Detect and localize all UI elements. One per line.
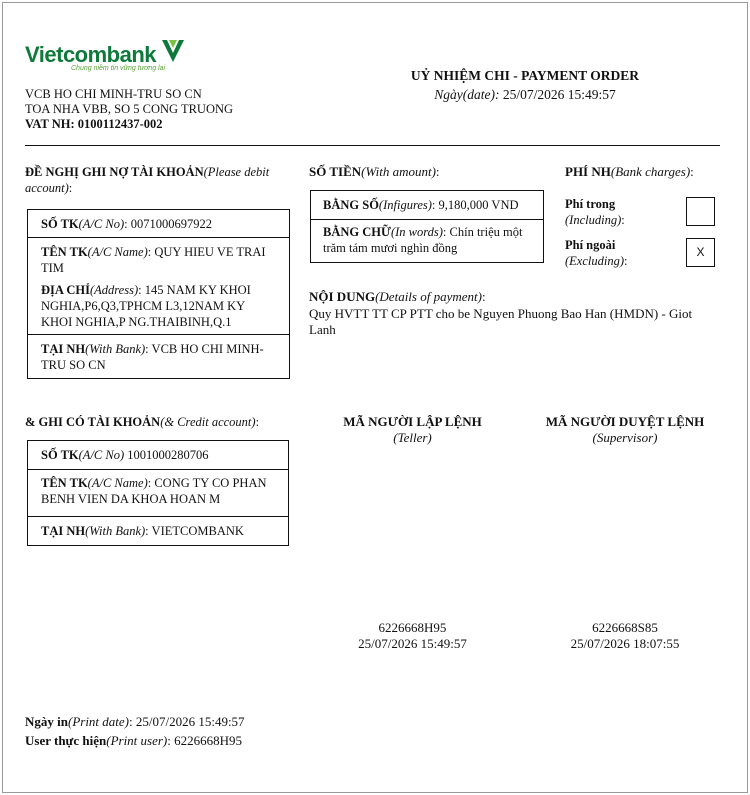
amount-box [310, 190, 544, 263]
bank-address: TOA NHA VBB, SO 5 CONG TRUONG [25, 102, 234, 116]
supervisor-block [520, 414, 730, 446]
teller-title-en: (Teller) [393, 430, 432, 445]
details-section-title: NỘI DUNG(Details of payment): [309, 289, 486, 304]
charge-excluding-checkbox[interactable]: X [686, 238, 715, 267]
charges-section-title: PHÍ NH(Bank charges): [565, 164, 694, 179]
details-text: Quy HVTT TT CP PTT cho be Nguyen Phuong Bao Han (HMDN) - Giot Lanh [309, 306, 693, 337]
debit-account-no: SỐ TK(A/C No): 0071000697922 [28, 210, 289, 238]
supervisor-title: MÃ NGƯỜI DUYỆT LỆNH [545, 414, 705, 429]
supervisor-code: 6226668S85 [592, 620, 658, 635]
logo-wordmark: Vietcombank [25, 42, 157, 67]
bank-branch: VCB HO CHI MINH-TRU SO CN [25, 87, 202, 101]
bank-logo [25, 42, 165, 72]
amount-words: BẰNG CHỮ(In words): Chín triệu một trăm tám mươi nghìn đồng [323, 225, 523, 255]
debit-address: ĐỊA CHỈ(Address): 145 NAM KY KHOI NGHIA,P6,Q3,TPHCM L3,12NAM KY KHOI NGHIA,P NG.THAIBINH,Q.1 [41, 283, 251, 329]
supervisor-signature [520, 620, 730, 652]
debit-account-name: TÊN TK(A/C Name): QUY HIEU VE TRAI TIM [41, 245, 266, 275]
credit-account-name: TÊN TK(A/C Name): CONG TY CO PHAN BENH VIEN DA KHOA HOAN M [28, 470, 288, 517]
debit-section-title: ĐỀ NGHỊ GHI NỢ TÀI KHOẢN(Please debit account): [25, 165, 270, 195]
credit-bank: TẠI NH(With Bank): VIETCOMBANK [41, 524, 244, 538]
order-date-value: 25/07/2026 15:49:57 [502, 87, 616, 102]
supervisor-title-en: (Supervisor) [592, 430, 658, 445]
order-date-label: Ngày(date): [434, 87, 500, 102]
charge-excluding-label: Phí ngoài (Excluding): [565, 238, 628, 268]
bank-vat: VAT NH: 0100112437-002 [25, 117, 163, 131]
debit-bank: TẠI NH(With Bank): VCB HO CHI MINH-TRU SO CN [41, 342, 264, 372]
debit-account-box [27, 209, 290, 379]
charge-including-checkbox[interactable] [686, 197, 715, 226]
page-title: UỶ NHIỆM CHI - PAYMENT ORDER [410, 68, 640, 83]
teller-signature [310, 620, 515, 652]
teller-block [310, 414, 515, 446]
amount-section-title: SỐ TIỀN(With amount): [309, 164, 440, 179]
charge-including-label: Phí trong (Including): [565, 197, 625, 227]
supervisor-datetime: 25/07/2026 18:07:55 [570, 636, 680, 651]
credit-account-no: SỐ TK(A/C No) 1001000280706 [28, 441, 288, 470]
credit-account-box [27, 440, 289, 546]
credit-section-title: & GHI CÓ TÀI KHOẢN(& Credit account): [25, 415, 260, 429]
teller-code: 6226668H95 [378, 620, 447, 635]
header-divider [25, 145, 720, 146]
teller-datetime: 25/07/2026 15:49:57 [358, 636, 467, 651]
logo-mark-icon [160, 36, 186, 66]
logo-tagline: Chung niềm tin vững tương lai [71, 65, 166, 72]
amount-figures: BẰNG SỐ(Infigures): 9,180,000 VND [311, 191, 543, 220]
order-date [370, 87, 680, 103]
print-date: Ngày in(Print date): 25/07/2026 15:49:57 [25, 714, 245, 729]
debit-account-name-and-address [28, 238, 289, 335]
teller-title: MÃ NGƯỜI LẬP LỆNH [343, 414, 482, 429]
print-user: User thực hiện(Print user): 6226668H95 [25, 733, 243, 748]
